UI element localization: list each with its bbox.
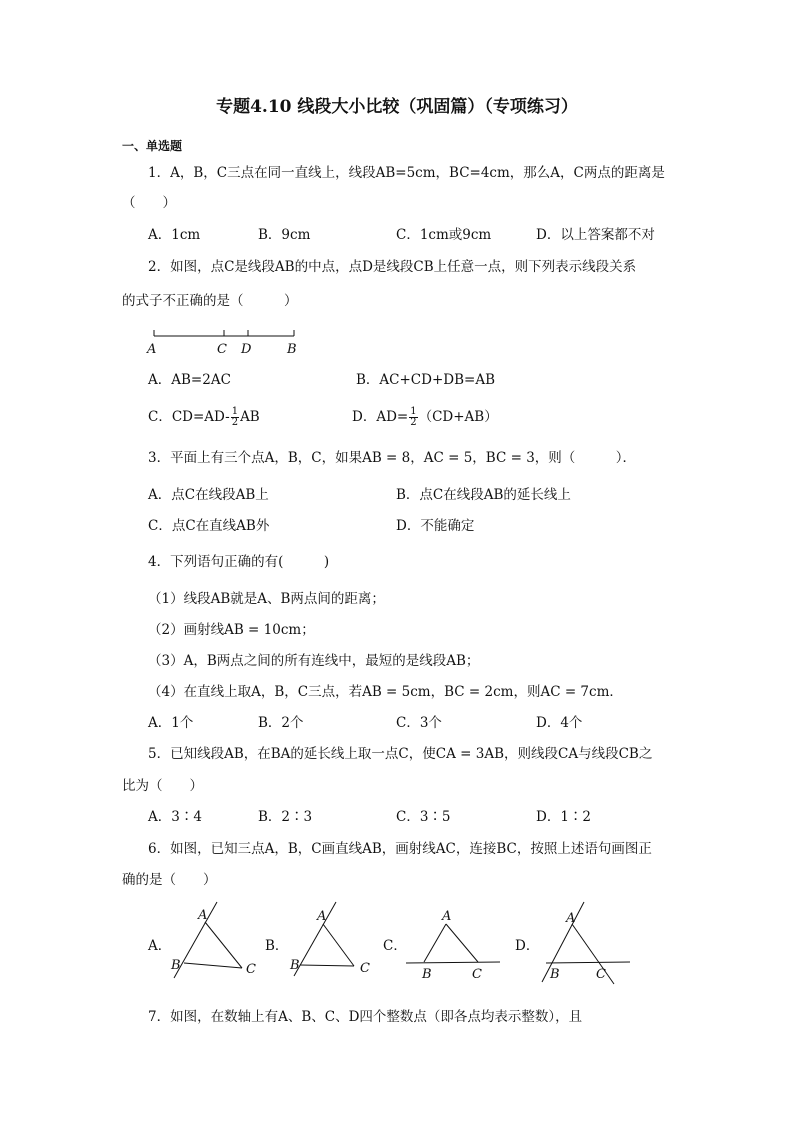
q6d-label-b: B bbox=[550, 967, 560, 982]
q3-option-a: A．点C在线段AB上 bbox=[148, 487, 269, 503]
q2-label-b: B bbox=[287, 342, 297, 357]
q4-option-d: D．4个 bbox=[536, 715, 583, 731]
q5-stem-line1: 5．已知线段AB，在BA的延长线上取一点C，使CA = 3AB，则线段CA与线段CB之 bbox=[148, 746, 653, 762]
q3-option-b: B．点C在线段AB的延长线上 bbox=[396, 487, 571, 503]
q6-option-a: A． bbox=[148, 938, 172, 954]
q6c-label-b: B bbox=[422, 967, 432, 982]
q4-statement-3: （3）A，B两点之间的所有连线中，最短的是线段AB； bbox=[148, 653, 480, 669]
q4-statement-4: （4）在直线上取A，B，C三点，若AB = 5cm，BC = 2cm，则AC = 7cm． bbox=[148, 684, 623, 700]
q2-stem-line2: 的式子不正确的是（ ） bbox=[122, 293, 298, 309]
q3-option-c: C．点C在直线AB外 bbox=[148, 518, 270, 534]
q6-stem-line1: 6．如图，已知三点A，B，C画直线AB，画射线AC，连接BC，按照上述语句画图正 bbox=[148, 841, 652, 857]
q6d-label-a: A bbox=[566, 911, 576, 926]
q6-option-d: D． bbox=[515, 938, 540, 954]
q6-stem-line2: 确的是（ ） bbox=[122, 872, 217, 888]
q1-option-a: A．1cm bbox=[148, 227, 201, 243]
q6a-label-b: B bbox=[171, 958, 181, 973]
q2-label-d: D bbox=[241, 342, 252, 357]
q2-option-a: A．AB=2AC bbox=[148, 372, 231, 388]
q6-figure-a bbox=[168, 902, 260, 982]
q2-option-b: B．AC+CD+DB=AB bbox=[356, 372, 496, 388]
q4-option-b: B．2个 bbox=[258, 715, 304, 731]
q2-stem-line1: 2．如图，点C是线段AB的中点，点D是线段CB上任意一点，则下列表示线段关系 bbox=[148, 259, 637, 275]
q2-segment-figure bbox=[140, 324, 320, 358]
q6-option-c: C． bbox=[383, 938, 407, 954]
q1-option-c: C．1cm或9cm bbox=[396, 227, 492, 243]
q6a-label-c: C bbox=[246, 962, 256, 977]
q6-figure-d bbox=[538, 900, 638, 984]
q7-stem: 7．如图，在数轴上有A、B、C、D四个整数点（即各点均表示整数），且 bbox=[148, 1009, 583, 1025]
q1-stem: 1．A，B，C三点在同一直线上，线段AB=5cm，BC=4cm，那么A，C两点的距离是 bbox=[148, 165, 665, 181]
q1-option-b: B．9cm bbox=[258, 227, 311, 243]
q5-option-b: B．2∶3 bbox=[258, 809, 313, 825]
q2-option-d: D．AD= $\frac{1}{2}$ （CD+AB） bbox=[352, 406, 498, 428]
q5-stem-line2: 比为（ ） bbox=[122, 778, 203, 794]
q5-option-a: A．3∶4 bbox=[148, 809, 202, 825]
q2-label-c: C bbox=[217, 342, 227, 357]
q4-statement-1: （1）线段AB就是A、B两点间的距离； bbox=[148, 591, 385, 607]
q1-option-d: D．以上答案都不对 bbox=[536, 227, 655, 243]
fraction-half: $\frac{1}{2}$ bbox=[410, 406, 417, 428]
q1-paren: （ ） bbox=[122, 195, 176, 211]
q3-stem: 3．平面上有三个点A，B，C，如果AB = 8，AC = 5，BC = 3，则（ ）． bbox=[148, 450, 637, 466]
q6c-label-a: A bbox=[442, 909, 452, 924]
q6a-label-a: A bbox=[198, 908, 208, 923]
q3-option-d: D．不能确定 bbox=[396, 518, 475, 534]
q6c-label-c: C bbox=[472, 967, 482, 982]
q2-label-a: A bbox=[147, 342, 157, 357]
q4-stem: 4．下列语句正确的有( ) bbox=[148, 554, 330, 570]
q4-option-c: C．3个 bbox=[396, 715, 442, 731]
q2-option-c: C．CD=AD- $\frac{1}{2}$ AB bbox=[148, 406, 260, 428]
section-heading: 一、单选题 bbox=[122, 139, 183, 153]
q6b-label-b: B bbox=[290, 958, 300, 973]
q5-option-c: C．3∶5 bbox=[396, 809, 451, 825]
q5-option-d: D．1∶2 bbox=[536, 809, 592, 825]
page-title: 专题4.10 线段大小比较（巩固篇）（专项练习） bbox=[216, 97, 578, 117]
q4-statement-2: （2）画射线AB = 10cm； bbox=[148, 622, 315, 638]
q6d-label-c: C bbox=[596, 967, 606, 982]
q4-option-a: A．1个 bbox=[148, 715, 194, 731]
q6-figure-b bbox=[286, 902, 378, 982]
q6b-label-c: C bbox=[360, 961, 370, 976]
q6-option-b: B． bbox=[265, 938, 289, 954]
q6-figure-c bbox=[402, 906, 506, 982]
q6b-label-a: A bbox=[317, 909, 327, 924]
fraction-half: $\frac{1}{2}$ bbox=[231, 406, 239, 428]
